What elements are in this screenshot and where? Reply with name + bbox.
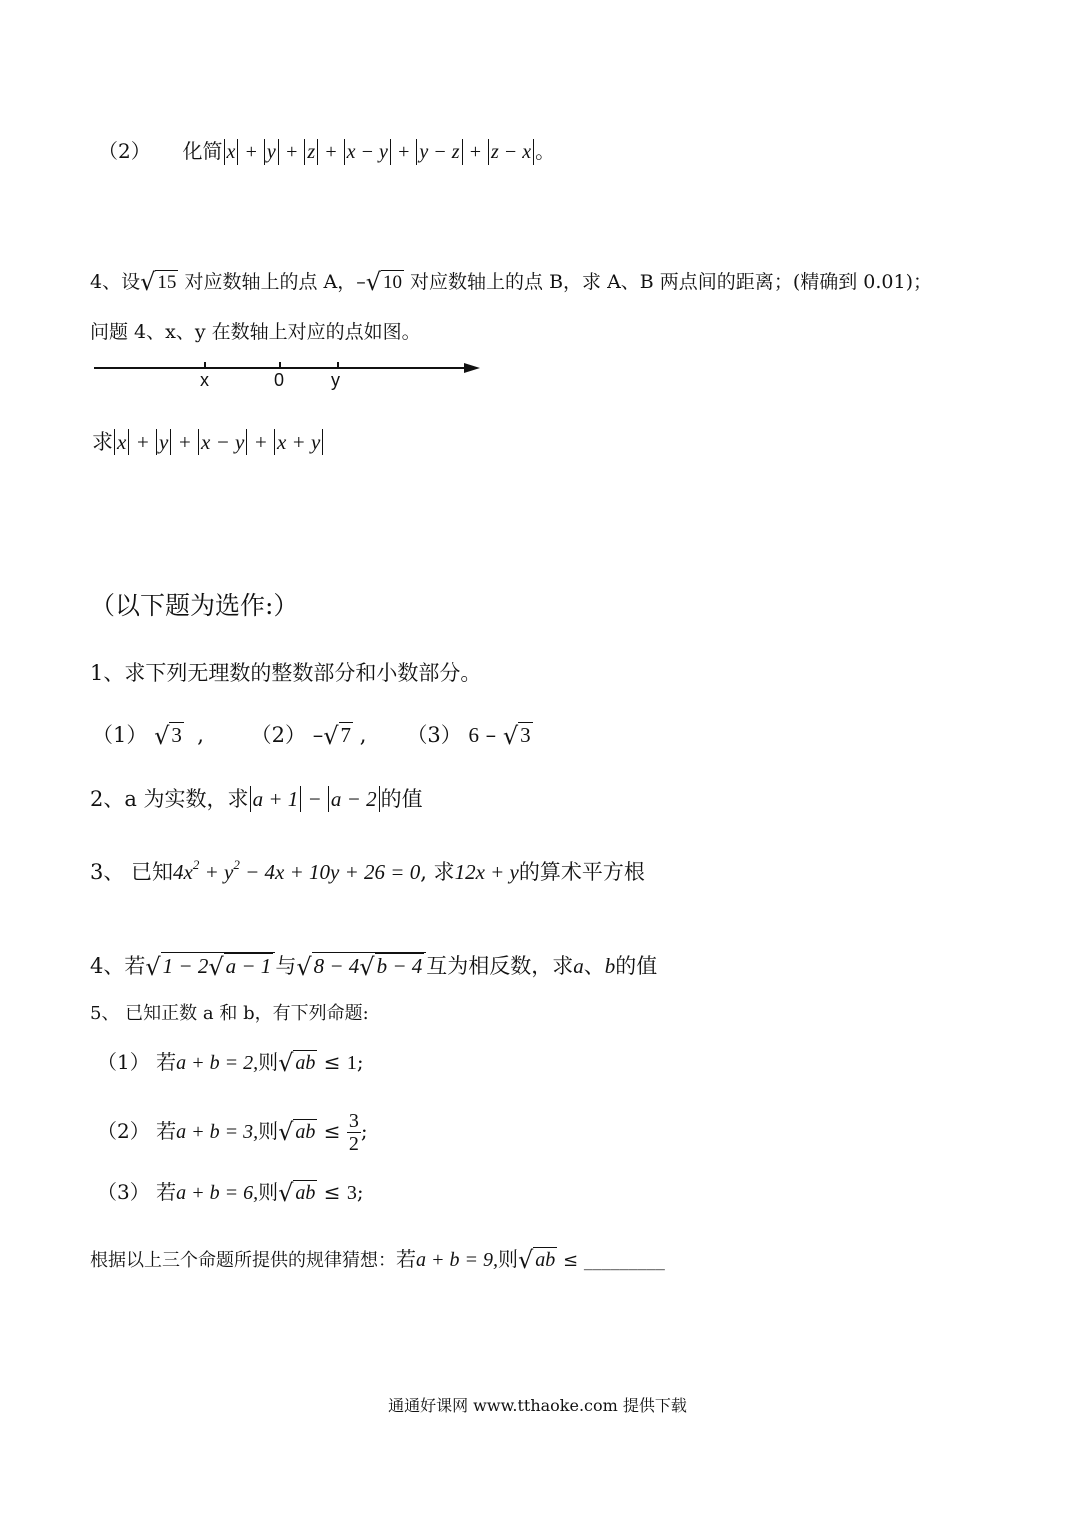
o3-expr: 12x + y: [454, 860, 519, 884]
sqrt7: √7: [323, 722, 351, 750]
o1-comma2: ,: [359, 723, 367, 747]
o5-l2: （2）: [97, 1119, 150, 1143]
fraction-3-2: [347, 1110, 361, 1155]
o1-item2-label: （2）: [250, 723, 307, 747]
o2-line: [90, 785, 423, 813]
sqrt10: √ 10: [365, 268, 402, 296]
conclusion-text: 根据以上三个命题所提供的规律猜想：: [90, 1250, 396, 1271]
footer: 通通好课网 www.tthaoke.com 提供下载: [388, 1396, 687, 1415]
o5-ze2: 则: [258, 1119, 279, 1143]
o5-ruo1: 若: [156, 1050, 177, 1074]
q2-text: 化简: [182, 139, 223, 163]
sqrt-nested-a: √1 − 2√a − 1: [145, 952, 275, 981]
o5-l1: （1）: [97, 1050, 150, 1074]
numline-label-0: 0: [274, 370, 285, 390]
sqrt15: √ 15: [140, 268, 177, 296]
o5-v1: 1: [346, 1052, 357, 1074]
o5-item2: （2） 若a + b = 3,则√ ab ≤ $\frac{3}{2}$ ;: [97, 1110, 368, 1155]
o3-line: [90, 851, 645, 886]
sqrt10-arg: 10: [383, 272, 402, 293]
o5-v3: 3: [346, 1182, 357, 1204]
o5-item1: （1） 若a + b = 2,则√ ab ≤ 1;: [97, 1049, 364, 1077]
o1-text: 1、求下列无理数的整数部分和小数部分。: [90, 661, 482, 685]
o5-ruo2: 若: [156, 1119, 177, 1143]
o4-part1: 4、若: [90, 954, 146, 978]
o5-ze3: 则: [258, 1180, 279, 1204]
sqrt15-arg: 15: [157, 272, 177, 293]
o2-part2: 的值: [380, 787, 423, 811]
o5-text: 5、 已知正数 a 和 b，有下列命题:: [90, 1003, 369, 1024]
o4-part3: 互为相反数，求: [426, 954, 574, 978]
q2-label: （2）: [98, 139, 151, 163]
sqrt3-a: √3: [154, 722, 182, 750]
q4-line: [90, 268, 932, 296]
o3-part2: , 求: [420, 860, 455, 884]
o5-ze1: 则: [258, 1050, 279, 1074]
o5-item3: （3） 若a + b = 6,则√ ab ≤ 3;: [97, 1179, 364, 1207]
sqrt7-arg: 7: [340, 723, 351, 747]
q2-expression: x + y + z + x − y + y − z + z − x: [223, 141, 536, 163]
sqrt3-b: √3: [502, 722, 531, 750]
o2-expression: a + 1 − a − 2: [249, 787, 381, 811]
problem4-line: 问题 4、x、y 在数轴上对应的点如图。: [90, 321, 421, 343]
arrow-icon: [464, 363, 480, 373]
sqrt3-b-arg: 3: [520, 723, 531, 747]
answer-blank[interactable]: _________: [583, 1250, 665, 1271]
ask-prefix: 求: [92, 430, 113, 454]
o3-equation: $4x^2 + y^2 - 4x + 10y + 26 = 0$: [173, 857, 421, 884]
q4-part1: 4、设: [90, 271, 141, 293]
ask-expression: x + y + x − y + x + y: [113, 430, 324, 454]
q4-part2: 对应数轴上的点 A，–: [184, 271, 366, 293]
ask-line: [92, 428, 324, 456]
o5-l3: （3）: [97, 1180, 150, 1204]
numline-label-y: y: [331, 370, 340, 390]
o4-part2: 与: [275, 954, 297, 978]
optional-heading: （以下题为选作:）: [90, 591, 299, 620]
o1-neg: –: [312, 723, 324, 747]
conclusion-ze: 则: [498, 1247, 518, 1271]
sqrt-nested-b: √8 − 4√b − 4: [296, 952, 426, 981]
q4-part3: 对应数轴上的点 B，求 A、B 两点间的距离；(精确到 0.01)；: [410, 271, 932, 293]
q2-end: 。: [535, 139, 556, 163]
conclusion-line: 根据以上三个命题所提供的规律猜想：若a + b = 9,则√ ab ≤ _________: [90, 1246, 665, 1274]
q2-simplify-line: [98, 137, 555, 166]
o5-ruo3: 若: [156, 1180, 177, 1204]
number-line: [90, 355, 490, 385]
numline-label-x: x: [200, 370, 209, 390]
o2-part1: 2、a 为实数，求: [90, 787, 249, 811]
o1-item3-label: （3）: [406, 723, 462, 747]
o1-comma1: ,: [197, 723, 204, 747]
o1-item1-label: （1）: [92, 723, 148, 747]
o3-part3: 的算术平方根: [518, 860, 645, 884]
o3-part1: 3、 已知: [90, 860, 174, 884]
frac-num: 3: [348, 1110, 359, 1132]
o4-part5: 的值: [615, 954, 658, 978]
o1-six: 6: [468, 723, 479, 747]
o1-items: （1） √3 , （2） –√7 , （3） 6 – √3: [92, 722, 531, 750]
o4-line: 4、若√1 − 2√a − 1 与√8 − 4√b − 4 互为相反数，求a、b的值: [90, 953, 658, 981]
o4-part4: 、: [583, 954, 605, 978]
conclusion-ruo: 若: [396, 1247, 416, 1271]
sqrt3-a-arg: 3: [171, 723, 182, 747]
frac-den: 2: [348, 1133, 359, 1155]
